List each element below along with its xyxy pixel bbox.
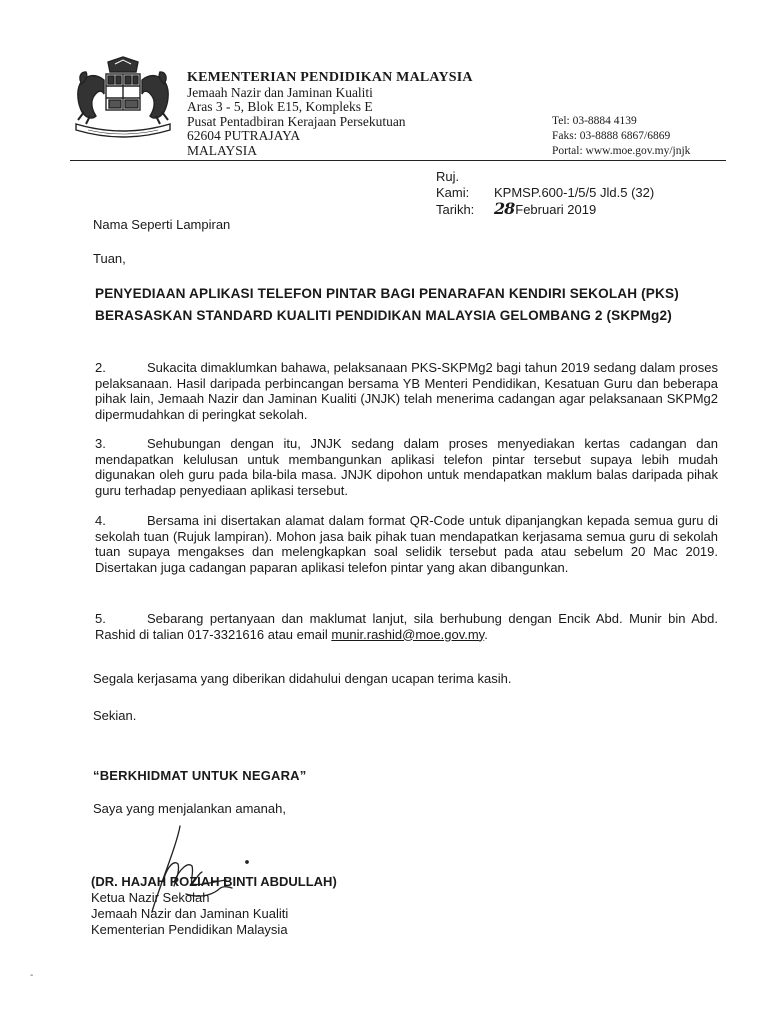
paragraph-text: Sukacita dimaklumkan bahawa, pelaksanaan PKS-SKPMg2 bagi tahun 2019 sedang dalam proses pelaksanaan. Hasil daripada perbincangan bersama YB Menteri Pendidikan, Kesatuan Guru dan beberapa pihak lain, Jemaah Nazir dan Jaminan Kualiti (JNJK) telah menerima cadangan agar pelaksanaan SKPMg2 dipermudahkan di peringkat sekolah.: [95, 360, 718, 422]
page-mark: -: [30, 970, 34, 981]
reference-label: Ruj. Kami:: [436, 169, 470, 200]
reference-block: [436, 169, 654, 218]
signatory-name: (DR. HAJAH ROZIAH BINTI ABDULLAH): [91, 874, 337, 889]
address-line: MALAYSIA: [187, 142, 258, 158]
closing-line: Segala kerjasama yang diberikan didahului dengan ucapan terima kasih.: [93, 671, 512, 686]
address-line: 62604 PUTRAJAYA: [187, 128, 301, 144]
email-link[interactable]: munir.rashid@moe.gov.my: [331, 626, 485, 642]
date-label: Tarikh:: [436, 202, 475, 217]
coat-of-arms-logo: [68, 54, 178, 140]
signatory-department: Jemaah Nazir dan Jaminan Kualiti: [91, 906, 289, 921]
reference-number: KPMSP.600-1/5/5 Jld.5 (32): [494, 185, 655, 200]
contact-block: [552, 114, 690, 159]
motto: “BERKHIDMAT UNTUK NEGARA”: [93, 768, 307, 783]
date-day: 28: [494, 199, 515, 218]
paragraph-number: 2.: [95, 360, 106, 375]
fax: Faks: 03-8888 6867/6869: [552, 130, 671, 142]
letterhead-address-block: [187, 71, 473, 159]
telephone: Tel: 03-8884 4139: [552, 115, 637, 127]
sekian: Sekian.: [93, 708, 137, 723]
signatory-ministry: Kementerian Pendidikan Malaysia: [91, 922, 288, 937]
paragraph-suffix: .: [484, 626, 488, 642]
address-line: Aras 3 - 5, Blok E15, Kompleks E: [187, 99, 373, 115]
signatory-block: [91, 874, 337, 938]
subject-heading: PENYEDIAAN APLIKASI TELEFON PINTAR BAGI PENARAFAN KENDIRI SEKOLAH (PKS) BERASASKAN STANDARD KUALITI PENDIDIKAN MALAYSIA GELOMBANG 2 (SKPMg2): [95, 286, 679, 323]
paragraph-3: [95, 436, 718, 498]
paragraph-2: [95, 360, 718, 422]
salutation: Tuan,: [93, 251, 126, 266]
signatory-title: Ketua Nazir Sekolah: [91, 890, 210, 905]
address-line: Jemaah Nazir dan Jaminan Kualiti: [187, 84, 373, 100]
portal: Portal: www.moe.gov.my/jnjk: [552, 145, 691, 157]
paragraph-number: 5.: [95, 611, 106, 626]
paragraph-text: Bersama ini disertakan alamat dalam format QR-Code untuk dipanjangkan kepada semua guru di sekolah tuan (Rujuk lampiran). Mohon jasa baik pihak tuan mendapatkan kerjasama semua guru di sekolah tuan supaya mengakses dan melengkapkan soal selidik tersebut pada atau sebelum 20 Mac 2019. Disertakan juga cadangan paparan aplikasi telefon pintar yang akan dibangunkan.: [95, 513, 718, 575]
paragraph-5: [95, 611, 718, 642]
date-month-year: Februari 2019: [515, 202, 597, 217]
paragraph-text: Sehubungan dengan itu, JNJK sedang dalam proses menyediakan kertas cadangan dan mendapatkan kelulusan untuk membangunkan aplikasi telefon pintar tersebut supaya lebih mudah digunakan oleh guru pada bila-bila masa. JNJK dipohon untuk mendapatkan maklum balas daripada pihak guru terhadap penyediaan aplikasi tersebut.: [95, 436, 718, 498]
paragraph-4: [95, 513, 718, 575]
ministry-name: KEMENTERIAN PENDIDIKAN MALAYSIA: [187, 70, 473, 85]
paragraph-number: 4.: [95, 513, 106, 528]
paragraph-number: 3.: [95, 436, 106, 451]
paragraph-text: Sebarang pertanyaan dan maklumat lanjut, sila berhubung dengan Encik Abd. Munir bin Abd. Rashid di talian 017-3321616 atau email: [95, 611, 718, 642]
recipient: Nama Seperti Lampiran: [93, 217, 231, 232]
amanah-line: Saya yang menjalankan amanah,: [93, 801, 286, 816]
header-divider: [70, 160, 726, 161]
address-line: Pusat Pentadbiran Kerajaan Persekutuan: [187, 113, 406, 129]
